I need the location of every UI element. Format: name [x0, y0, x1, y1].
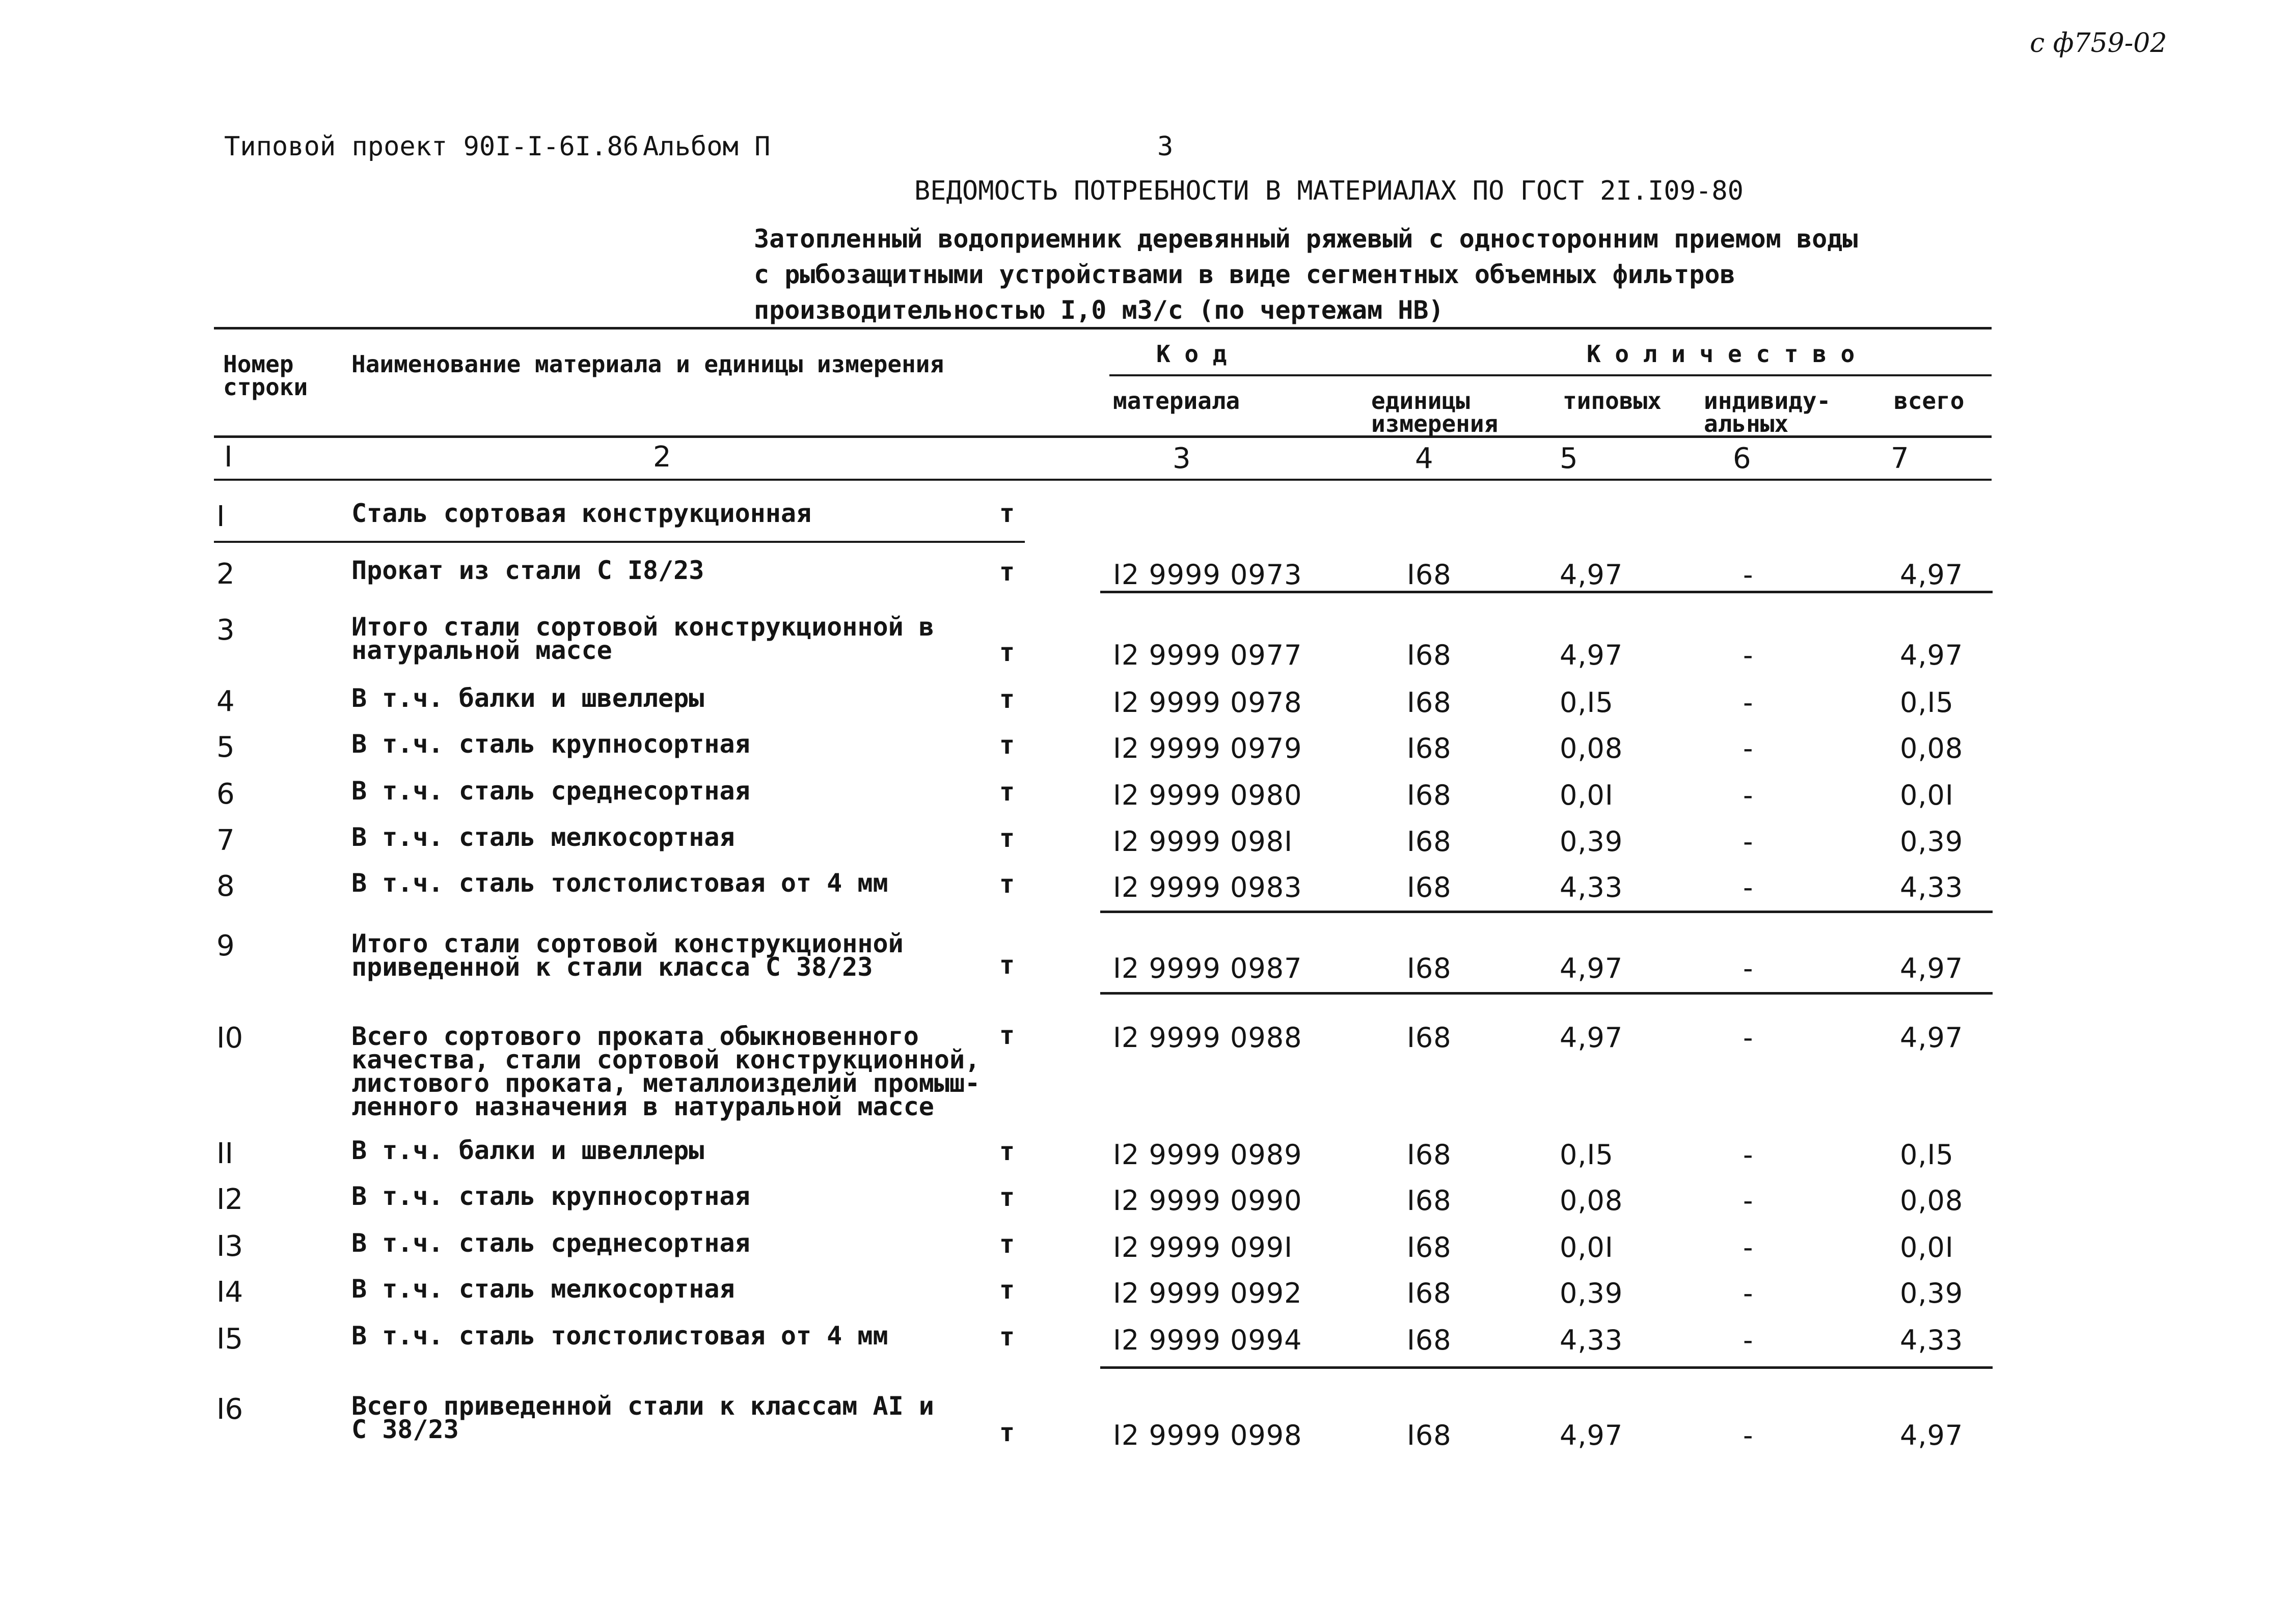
- row-number: I6: [216, 1393, 243, 1426]
- unit-of-measure: т: [999, 557, 1015, 587]
- typical-quantity: 0,39: [1560, 825, 1623, 858]
- individual-quantity: -: [1743, 1277, 1754, 1309]
- unit-of-measure: т: [999, 823, 1015, 853]
- col-code: К о д: [1156, 340, 1227, 368]
- row-number: 5: [216, 731, 235, 764]
- col-number-6: 6: [1733, 442, 1751, 475]
- col-material: материала: [1113, 387, 1240, 415]
- col-unit-2: измерения: [1371, 410, 1499, 437]
- project-number: Типовой проект 90I-I-6I.86: [224, 131, 639, 162]
- typical-quantity: 0,08: [1560, 732, 1623, 764]
- unit-of-measure: т: [999, 1275, 1015, 1305]
- row-number: I3: [216, 1230, 243, 1263]
- row-number: 7: [216, 824, 235, 857]
- row-number: I5: [216, 1323, 243, 1356]
- unit-of-measure: т: [999, 1182, 1015, 1212]
- unit-of-measure: т: [999, 869, 1015, 899]
- unit-of-measure: т: [999, 1229, 1015, 1259]
- unit-of-measure: т: [999, 499, 1015, 528]
- material-name: В т.ч. сталь крупносортная: [351, 1181, 750, 1211]
- material-code: I2 9999 0998: [1113, 1419, 1302, 1451]
- typical-quantity: 0,39: [1560, 1277, 1623, 1309]
- total-quantity: 4,97: [1900, 1022, 1964, 1054]
- col-number-2: 2: [653, 441, 671, 474]
- individual-quantity: -: [1743, 686, 1754, 719]
- material-code: I2 9999 0978: [1113, 686, 1302, 719]
- total-quantity: 0,0I: [1900, 1231, 1954, 1263]
- row-number: 6: [216, 778, 235, 811]
- typical-quantity: 4,97: [1560, 952, 1623, 984]
- total-quantity: 0,39: [1900, 825, 1964, 858]
- col-total: всего: [1894, 387, 1965, 415]
- individual-quantity: -: [1743, 1022, 1754, 1054]
- material-name: листового проката, металлоизделий промыш-: [351, 1068, 981, 1098]
- document-title: ВЕДОМОСТЬ ПОТРЕБНОСТИ В МАТЕРИАЛАХ ПО ГОСТ 2I.I09-80: [914, 176, 1744, 206]
- header-inner-rule: [1109, 374, 1992, 376]
- material-code: I2 9999 099I: [1113, 1231, 1293, 1263]
- material-name: Всего приведенной стали к классам АI и: [351, 1391, 934, 1421]
- unit-of-measure: т: [999, 1021, 1015, 1050]
- material-code: I2 9999 0983: [1113, 871, 1302, 903]
- material-name: качества, стали сортовой конструкционной,: [351, 1045, 981, 1075]
- row-number: I0: [216, 1022, 243, 1055]
- total-quantity: 0,08: [1900, 732, 1964, 764]
- material-name: Сталь сортовая конструкционная: [351, 499, 812, 528]
- material-code: I2 9999 0988: [1113, 1022, 1302, 1054]
- unit-of-measure: т: [999, 730, 1015, 760]
- material-name: В т.ч. сталь толстолистовая от 4 мм: [351, 868, 888, 898]
- total-quantity: 0,08: [1900, 1185, 1964, 1217]
- material-code: I2 9999 0987: [1113, 952, 1302, 984]
- col-number-4: 4: [1415, 442, 1433, 475]
- row-number: 8: [216, 870, 235, 903]
- material-name: В т.ч. сталь толстолистовая от 4 мм: [351, 1321, 888, 1351]
- material-name: приведенной к стали класса С 38/23: [351, 952, 873, 982]
- individual-quantity: -: [1743, 732, 1754, 764]
- material-code: I2 9999 0994: [1113, 1324, 1302, 1356]
- material-name: С 38/23: [351, 1415, 459, 1444]
- row-number: 4: [216, 685, 235, 718]
- unit-code: I68: [1407, 871, 1452, 903]
- typical-quantity: 0,0I: [1560, 1231, 1614, 1263]
- individual-quantity: -: [1743, 1419, 1754, 1451]
- total-quantity: 4,97: [1900, 639, 1964, 671]
- unit-code: I68: [1407, 779, 1452, 811]
- typical-quantity: 0,08: [1560, 1185, 1623, 1217]
- individual-quantity: -: [1743, 825, 1754, 858]
- material-name: ленного назначения в натуральной массе: [351, 1092, 934, 1121]
- typical-quantity: 4,97: [1560, 639, 1623, 671]
- material-name: Всего сортового проката обыкновенного: [351, 1022, 919, 1051]
- material-code: I2 9999 0992: [1113, 1277, 1302, 1309]
- row-rule-8: [1100, 911, 1993, 913]
- individual-quantity: -: [1743, 559, 1754, 591]
- unit-code: I68: [1407, 1139, 1452, 1171]
- unit-code: I68: [1407, 1022, 1452, 1054]
- material-code: I2 9999 0980: [1113, 779, 1302, 811]
- individual-quantity: -: [1743, 871, 1754, 903]
- individual-quantity: -: [1743, 1324, 1754, 1356]
- typical-quantity: 4,97: [1560, 1022, 1623, 1054]
- unit-of-measure: т: [999, 684, 1015, 714]
- archive-stamp: с ф759-02: [2030, 28, 2167, 59]
- col-name: Наименование материала и единицы измерения: [351, 350, 944, 378]
- total-quantity: 0,I5: [1900, 1139, 1954, 1171]
- total-quantity: 0,0I: [1900, 779, 1954, 811]
- col-individual-1: индивиду-: [1704, 387, 1831, 415]
- unit-code: I68: [1407, 1419, 1452, 1451]
- column-number-rule: [214, 479, 1992, 481]
- typical-quantity: 4,33: [1560, 1324, 1623, 1356]
- row-rule-15: [1100, 1366, 1993, 1369]
- album-label: Альбом П: [643, 131, 771, 162]
- typical-quantity: 0,I5: [1560, 1139, 1614, 1171]
- typical-quantity: 4,33: [1560, 871, 1623, 903]
- row-number: 2: [216, 558, 235, 591]
- material-name: Итого стали сортовой конструкционной в: [351, 612, 934, 642]
- individual-quantity: -: [1743, 1185, 1754, 1217]
- material-name: Прокат из стали С I8/23: [351, 556, 704, 585]
- unit-code: I68: [1407, 1231, 1452, 1263]
- unit-of-measure: т: [999, 638, 1015, 667]
- unit-code: I68: [1407, 1324, 1452, 1356]
- material-name: натуральной массе: [351, 636, 612, 665]
- material-code: I2 9999 0990: [1113, 1185, 1302, 1217]
- total-quantity: 0,39: [1900, 1277, 1964, 1309]
- individual-quantity: -: [1743, 952, 1754, 984]
- table-top-rule: [214, 327, 1992, 329]
- material-code: I2 9999 0973: [1113, 559, 1302, 591]
- row-rule-1: [214, 541, 1025, 543]
- subtitle-line-1: Затопленный водоприемник деревянный ряжевый с односторонним приемом воды: [754, 224, 1858, 254]
- subtitle-line-3: производительностью I,0 м3/с (по чертежам НВ): [754, 295, 1444, 325]
- material-code: I2 9999 0989: [1113, 1139, 1302, 1171]
- unit-code: I68: [1407, 559, 1452, 591]
- unit-code: I68: [1407, 1185, 1452, 1217]
- material-code: I2 9999 098I: [1113, 825, 1293, 858]
- typical-quantity: 0,0I: [1560, 779, 1614, 811]
- page-number: 3: [1157, 131, 1174, 162]
- col-row-no-2: строки: [223, 373, 308, 401]
- row-rule-9: [1100, 992, 1993, 995]
- material-name: В т.ч. балки и швеллеры: [351, 1136, 704, 1165]
- total-quantity: 4,33: [1900, 1324, 1964, 1356]
- col-number-5: 5: [1560, 442, 1578, 475]
- row-rule-2: [1100, 591, 1993, 593]
- typical-quantity: 0,I5: [1560, 686, 1614, 719]
- material-name: В т.ч. сталь мелкосортная: [351, 1274, 735, 1304]
- material-name: В т.ч. сталь мелкосортная: [351, 822, 735, 852]
- material-code: I2 9999 0979: [1113, 732, 1302, 764]
- total-quantity: 4,97: [1900, 559, 1964, 591]
- material-name: В т.ч. сталь крупносортная: [351, 729, 750, 759]
- row-number: I4: [216, 1276, 243, 1309]
- unit-of-measure: т: [999, 950, 1015, 980]
- material-code: I2 9999 0977: [1113, 639, 1302, 671]
- total-quantity: 4,97: [1900, 952, 1964, 984]
- col-quantity: К о л и ч е с т в о: [1587, 340, 1855, 368]
- typical-quantity: 4,97: [1560, 1419, 1623, 1451]
- row-number: I: [216, 500, 225, 533]
- row-number: II: [216, 1137, 234, 1170]
- unit-of-measure: т: [999, 1137, 1015, 1166]
- total-quantity: 4,97: [1900, 1419, 1964, 1451]
- total-quantity: 0,I5: [1900, 686, 1954, 719]
- total-quantity: 4,33: [1900, 871, 1964, 903]
- unit-code: I68: [1407, 952, 1452, 984]
- individual-quantity: -: [1743, 1231, 1754, 1263]
- material-name: В т.ч. балки и швеллеры: [351, 683, 704, 713]
- col-typical: типовых: [1563, 387, 1662, 415]
- unit-of-measure: т: [999, 1322, 1015, 1352]
- material-name: В т.ч. сталь среднесортная: [351, 1228, 750, 1258]
- row-number: 9: [216, 929, 235, 962]
- col-number-7: 7: [1891, 442, 1909, 475]
- row-number: I2: [216, 1183, 243, 1216]
- unit-code: I68: [1407, 1277, 1452, 1309]
- individual-quantity: -: [1743, 779, 1754, 811]
- col-unit-1: единицы: [1371, 387, 1470, 415]
- individual-quantity: -: [1743, 1139, 1754, 1171]
- unit-of-measure: т: [999, 777, 1015, 807]
- subtitle-line-2: с рыбозащитными устройствами в виде сегментных объемных фильтров: [754, 260, 1735, 289]
- col-number-3: 3: [1173, 442, 1191, 475]
- individual-quantity: -: [1743, 639, 1754, 671]
- col-row-no-1: Номер: [223, 350, 294, 378]
- unit-of-measure: т: [999, 1418, 1015, 1447]
- unit-code: I68: [1407, 825, 1452, 858]
- col-number-1: I: [224, 441, 233, 474]
- row-number: 3: [216, 614, 235, 647]
- material-name: В т.ч. сталь среднесортная: [351, 776, 750, 806]
- unit-code: I68: [1407, 732, 1452, 764]
- col-individual-2: альных: [1704, 410, 1789, 437]
- material-name: Итого стали сортовой конструкционной: [351, 929, 904, 958]
- typical-quantity: 4,97: [1560, 559, 1623, 591]
- unit-code: I68: [1407, 686, 1452, 719]
- unit-code: I68: [1407, 639, 1452, 671]
